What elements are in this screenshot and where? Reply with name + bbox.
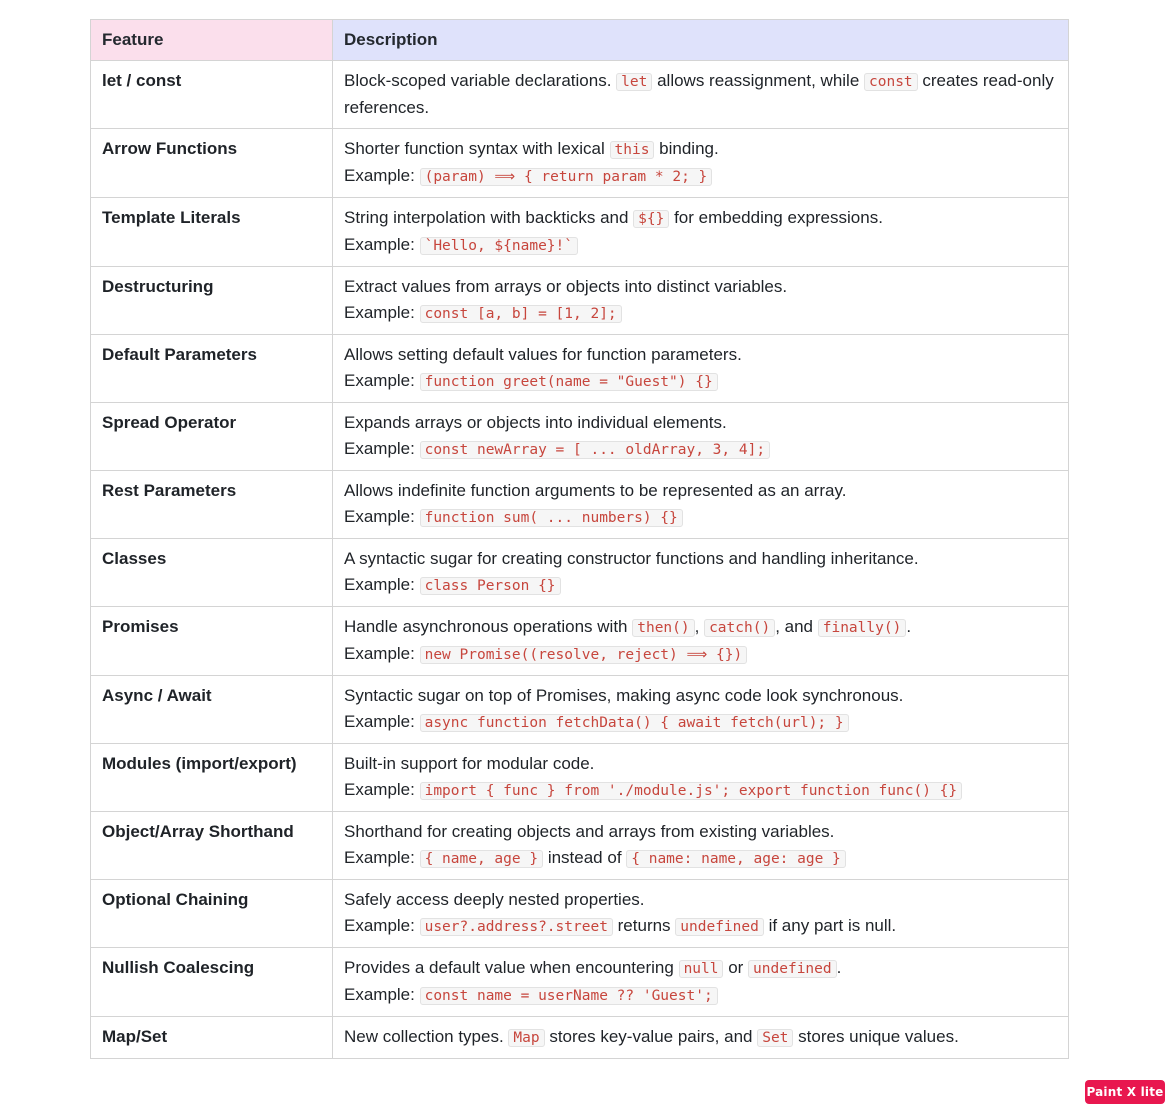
feature-name: Template Literals (91, 198, 333, 267)
inline-code: ${} (633, 210, 669, 228)
description-line (344, 845, 1057, 872)
inline-code: Set (757, 1029, 793, 1047)
description-column-header: Description (333, 20, 1069, 61)
description-text: stores key-value pairs, and (544, 1027, 758, 1046)
description-text: or (723, 958, 749, 977)
description-line (344, 205, 1057, 232)
description-line (344, 572, 1057, 599)
feature-description (333, 471, 1069, 539)
table-header (91, 20, 1069, 61)
description-text: . (836, 958, 842, 977)
table-row (91, 812, 1069, 880)
feature-name: Classes (91, 539, 333, 607)
feature-name: Modules (import/export) (91, 744, 333, 812)
description-text: Example: (344, 712, 420, 731)
feature-description (333, 744, 1069, 812)
description-line (344, 955, 1057, 982)
inline-code: function greet(name = "Guest") {} (420, 373, 718, 391)
description-text: Example: (344, 644, 420, 663)
table-row (91, 471, 1069, 539)
inline-code: const newArray = [ ... oldArray, 3, 4]; (420, 441, 770, 459)
inline-code: Map (508, 1029, 544, 1047)
feature-description (333, 61, 1069, 129)
inline-code: user?.address?.street (420, 918, 613, 936)
feature-description (333, 948, 1069, 1017)
description-text: Example: (344, 303, 420, 322)
feature-name: Rest Parameters (91, 471, 333, 539)
table-row (91, 335, 1069, 403)
description-line (344, 274, 1057, 300)
feature-description (333, 812, 1069, 880)
description-text: Example: (344, 780, 420, 799)
feature-description (333, 335, 1069, 403)
description-text: Extract values from arrays or objects into distinct variables. (344, 277, 788, 296)
description-text: Example: (344, 439, 420, 458)
feature-name: Nullish Coalescing (91, 948, 333, 1017)
description-text: New collection types. (344, 1027, 509, 1046)
description-line (344, 641, 1057, 668)
description-text: Example: (344, 985, 420, 1004)
description-text: Example: (344, 371, 420, 390)
feature-description (333, 1017, 1069, 1059)
table-row (91, 676, 1069, 744)
inline-code: new Promise((resolve, reject) ⟹ {}) (420, 646, 748, 664)
inline-code: null (679, 960, 724, 978)
description-line (344, 163, 1057, 190)
description-text: if any part is null. (763, 916, 897, 935)
description-line (344, 232, 1057, 259)
description-text: instead of (543, 848, 627, 867)
feature-name: Arrow Functions (91, 129, 333, 198)
description-text: Provides a default value when encountering (344, 958, 679, 977)
inline-code: const (864, 73, 918, 91)
feature-name: Default Parameters (91, 335, 333, 403)
description-line (344, 368, 1057, 395)
inline-code: `Hello, ${name}!` (420, 237, 578, 255)
description-text: binding. (654, 139, 719, 158)
description-text: Example: (344, 235, 420, 254)
description-line (344, 709, 1057, 736)
feature-description (333, 129, 1069, 198)
table-body (91, 61, 1069, 1059)
feature-description (333, 267, 1069, 335)
feature-description (333, 403, 1069, 471)
feature-name: Map/Set (91, 1017, 333, 1059)
description-text: stores unique values. (793, 1027, 959, 1046)
inline-code: const [a, b] = [1, 2]; (420, 305, 622, 323)
description-text: returns (612, 916, 676, 935)
description-line (344, 913, 1057, 940)
description-text: , and (775, 617, 818, 636)
table-row (91, 539, 1069, 607)
description-text: A syntactic sugar for creating constructor functions and handling inheritance. (344, 549, 919, 568)
inline-code: { name: name, age: age } (626, 850, 846, 868)
inline-code: import { func } from './module.js'; export function func() {} (420, 782, 963, 800)
description-text: Safely access deeply nested properties. (344, 890, 645, 909)
table-row (91, 129, 1069, 198)
inline-code: then() (632, 619, 694, 637)
description-line (344, 342, 1057, 368)
description-text: Expands arrays or objects into individual elements. (344, 413, 727, 432)
feature-name: Promises (91, 607, 333, 676)
table-row (91, 267, 1069, 335)
description-text: Example: (344, 575, 420, 594)
description-text: for embedding expressions. (669, 208, 883, 227)
feature-description (333, 880, 1069, 948)
table-row (91, 607, 1069, 676)
description-line (344, 136, 1057, 163)
feature-name: Object/Array Shorthand (91, 812, 333, 880)
description-text: , (694, 617, 705, 636)
description-text: Example: (344, 916, 420, 935)
description-text: creates read-only references. (344, 71, 1054, 117)
inline-code: (param) ⟹ { return param * 2; } (420, 168, 713, 186)
inline-code: this (610, 141, 655, 159)
description-line (344, 751, 1057, 777)
description-line (344, 504, 1057, 531)
description-line (344, 887, 1057, 913)
features-table (90, 19, 1069, 1059)
feature-column-header: Feature (91, 20, 333, 61)
description-text: Built-in support for modular code. (344, 754, 595, 773)
description-text: Allows indefinite function arguments to be represented as an array. (344, 481, 847, 500)
description-line (344, 300, 1057, 327)
description-line (344, 478, 1057, 504)
feature-name: Optional Chaining (91, 880, 333, 948)
inline-code: undefined (675, 918, 764, 936)
inline-code: async function fetchData() { await fetch(url); } (420, 714, 849, 732)
description-line (344, 614, 1057, 641)
description-line (344, 546, 1057, 572)
table-row (91, 1017, 1069, 1059)
inline-code: let (616, 73, 652, 91)
feature-name: Async / Await (91, 676, 333, 744)
description-text: Shorthand for creating objects and arrays from existing variables. (344, 822, 835, 841)
inline-code: function sum( ... numbers) {} (420, 509, 683, 527)
feature-name: Destructuring (91, 267, 333, 335)
feature-name: let / const (91, 61, 333, 129)
inline-code: catch() (704, 619, 775, 637)
description-text: . (906, 617, 912, 636)
inline-code: finally() (818, 619, 907, 637)
table-row (91, 744, 1069, 812)
description-text: Example: (344, 848, 420, 867)
feature-description (333, 539, 1069, 607)
inline-code: undefined (748, 960, 837, 978)
table-row (91, 948, 1069, 1017)
description-line (344, 68, 1057, 121)
description-text: allows reassignment, while (652, 71, 865, 90)
inline-code: { name, age } (420, 850, 544, 868)
description-text: Allows setting default values for function parameters. (344, 345, 742, 364)
description-line (344, 683, 1057, 709)
description-text: Example: (344, 507, 420, 526)
description-line (344, 1024, 1057, 1051)
feature-description (333, 676, 1069, 744)
description-line (344, 410, 1057, 436)
table-row (91, 880, 1069, 948)
feature-name: Spread Operator (91, 403, 333, 471)
description-text: Handle asynchronous operations with (344, 617, 633, 636)
description-text: Syntactic sugar on top of Promises, making async code look synchronous. (344, 686, 904, 705)
description-text: Block-scoped variable declarations. (344, 71, 617, 90)
paint-x-lite-watermark: Paint X lite (1085, 1080, 1165, 1104)
inline-code: const name = userName ?? 'Guest'; (420, 987, 718, 1005)
description-line (344, 982, 1057, 1009)
description-text: Example: (344, 166, 420, 185)
description-line (344, 436, 1057, 463)
description-line (344, 819, 1057, 845)
table-row (91, 198, 1069, 267)
feature-description (333, 198, 1069, 267)
table-row (91, 403, 1069, 471)
header-row (91, 20, 1069, 61)
description-text: Shorter function syntax with lexical (344, 139, 610, 158)
table-row (91, 61, 1069, 129)
inline-code: class Person {} (420, 577, 561, 595)
description-line (344, 777, 1057, 804)
description-text: String interpolation with backticks and (344, 208, 634, 227)
feature-description (333, 607, 1069, 676)
